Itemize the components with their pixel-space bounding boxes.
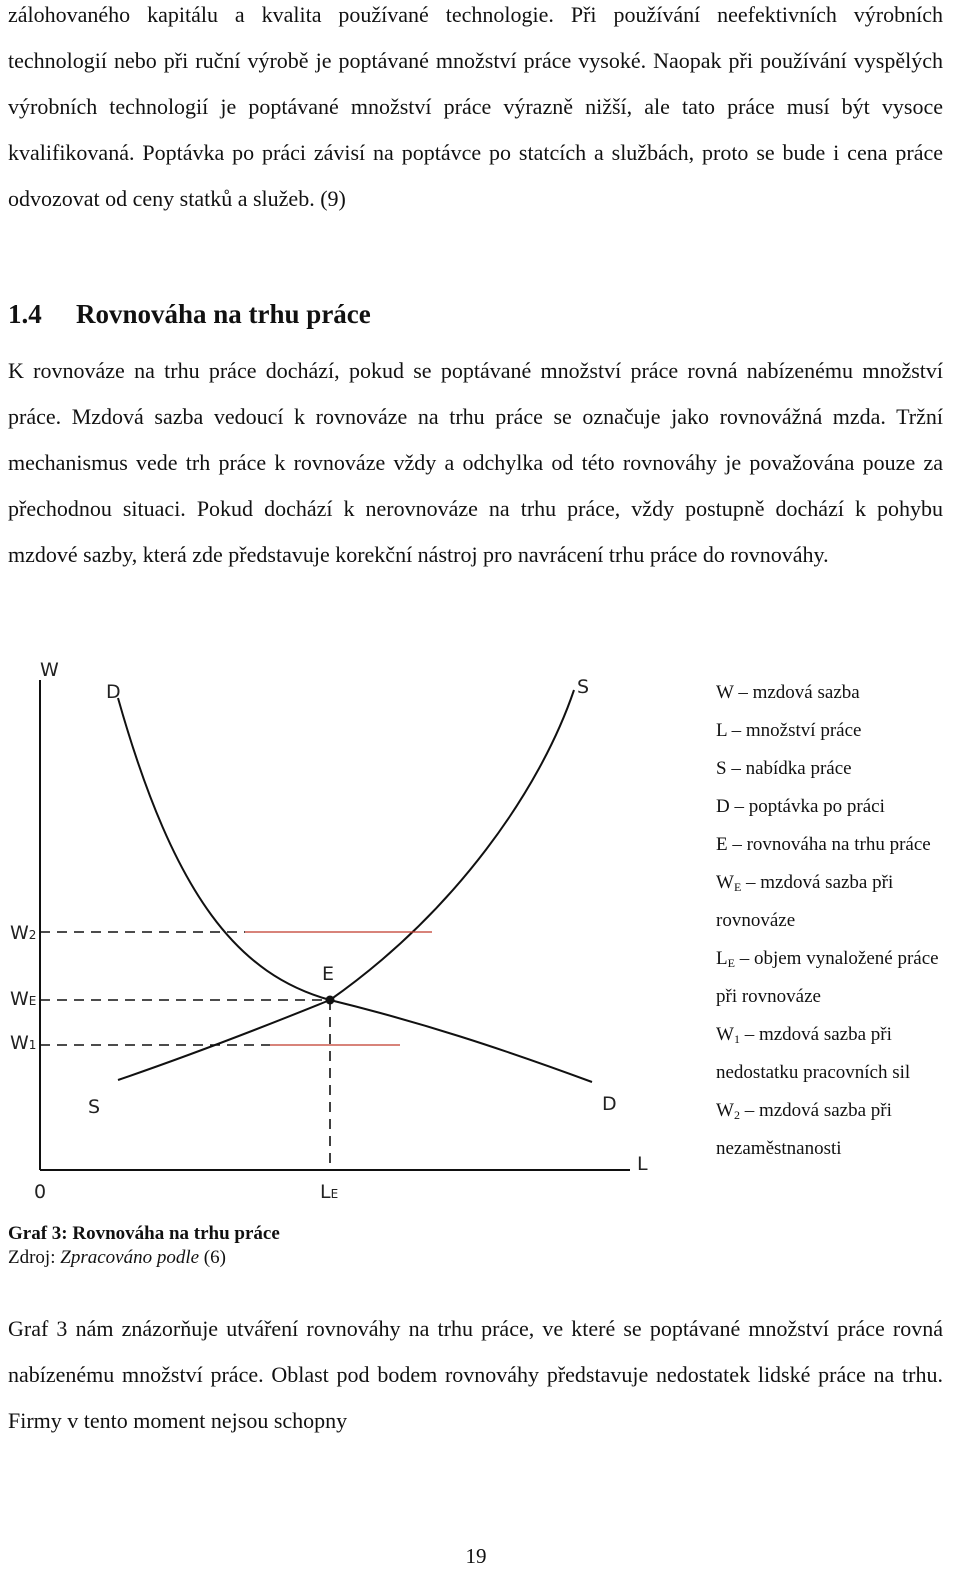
supply-curve <box>118 690 574 1080</box>
section-number: 1.4 <box>8 299 42 329</box>
x-axis-label: L <box>637 1153 648 1175</box>
we-tick-label: WE <box>10 988 37 1010</box>
legend-item-e: E – rovnováha na trhu práce <box>716 834 931 855</box>
w2-tick-label: W2 <box>10 922 37 944</box>
graph-legend <box>716 674 956 1168</box>
demand-label-top: D <box>106 681 121 703</box>
equilibrium-point <box>326 996 335 1005</box>
legend-item-le: $L_E$ – objem vynaložené práce při rovnováze <box>716 948 939 1007</box>
labor-market-equilibrium-graph <box>0 650 700 1210</box>
legend-item-l: L – množství práce <box>716 720 862 741</box>
paragraph-middle: K rovnováze na trhu práce dochází, pokud se poptávané množství práce rovná nabízenému množství práce. Mzdová sazba vedoucí k rovnováze na trhu práce se označuje jako rovnovážná mzda. Tržní mechanismus vede trh práce k rovnováze vždy a odchylka od této rovnováhy je považována pouze za přechodnou situaci. Pokud dochází k nerovnováze na trhu práce, vždy postupně dochází k pohybu mzdové sazby, která zde představuje korekční nástroj pro navrácení trhu práce do rovnováhy. <box>8 358 943 567</box>
section-title: Rovnováha na trhu práce <box>76 299 371 329</box>
equilibrium-label: E <box>322 963 335 985</box>
page-number: 19 <box>465 1544 487 1568</box>
legend-item-w: W – mzdová sazba <box>716 682 860 703</box>
caption-title: Graf 3: Rovnováha na trhu práce <box>8 1223 280 1244</box>
legend-item-we: $W_E$ – mzdová sazba při rovnováze <box>716 872 894 931</box>
paragraph-bottom: Graf 3 nám znázorňuje utváření rovnováhy na trhu práce, ve které se poptávané množství práce rovná nabízenému množství práce. Oblast pod bodem rovnováhy představuje nedostatek lidské práce na trhu. Firmy v tento moment nejsou schopny <box>8 1316 943 1433</box>
caption-source: Zdroj: Zpracováno podle (6) <box>8 1247 226 1268</box>
legend-item-w2: $W_2$ – mzdová sazba při nezaměstnanosti <box>716 1100 892 1159</box>
supply-label-top: S <box>577 676 590 698</box>
section-heading <box>8 292 371 336</box>
origin-label: 0 <box>34 1181 47 1203</box>
demand-label-bottom: D <box>602 1093 617 1115</box>
legend-item-d: D – poptávka po práci <box>716 796 885 817</box>
le-tick-label: LE <box>320 1181 339 1203</box>
legend-item-s: S – nabídka práce <box>716 758 852 779</box>
supply-label-bottom: S <box>88 1096 101 1118</box>
w1-tick-label: W1 <box>10 1032 37 1054</box>
figure-caption <box>8 1222 280 1270</box>
legend-item-w1: $W_1$ – mzdová sazba při nedostatku pracovních sil <box>716 1024 911 1083</box>
y-axis-label: W <box>40 659 59 681</box>
demand-curve <box>118 698 592 1082</box>
paragraph-top: zálohovaného kapitálu a kvalita používané technologie. Při používání neefektivních výrobních technologií nebo při ruční výrobě je poptávané množství práce vysoké. Naopak při používání vyspělých výrobních technologií je poptávané množství práce výrazně nižší, ale tato práce musí být vysoce kvalifikovaná. Poptávka po práci závisí na poptávce po statcích a službách, proto se bude i cena práce odvozovat od ceny statků a služeb. (9) <box>8 2 943 211</box>
